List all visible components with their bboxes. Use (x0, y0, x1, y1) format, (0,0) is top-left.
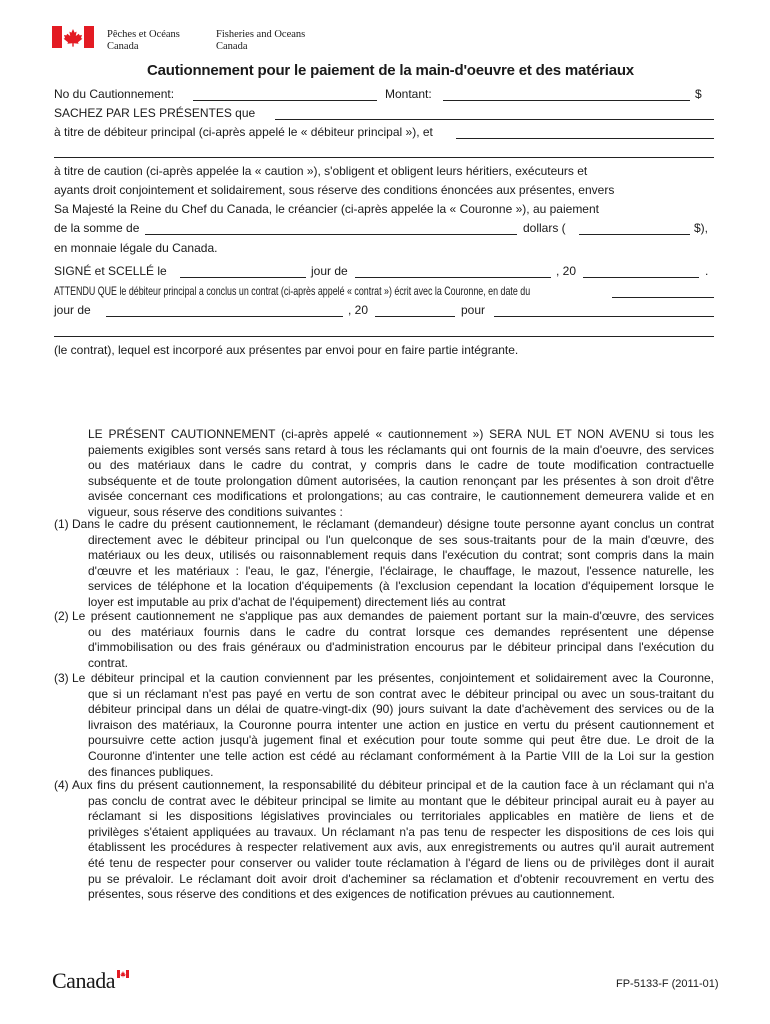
canada-flag-icon (52, 26, 94, 48)
signed-year-field[interactable] (583, 277, 699, 278)
condition-line: que si un réclamant n'est pas payé en vertu de son contrat avec le débiteur principal ou avec un sous-traitant du (88, 686, 714, 701)
condition-line: services de téléphone et la location d'équipements (à l'exclusion cependant la location d'équipement lorsque le (88, 579, 714, 594)
department-name-en-line2: Canada (216, 41, 248, 52)
condition-line: Le présent cautionnement ne s'applique pas aux demandes de paiement portant sur la main-d'œuvre, des services (72, 609, 714, 623)
condition-line: poursuivre cette action jusqu'à jugement final et exécution pour toute somme qui peut être due. Le droit de la (88, 733, 714, 748)
wordmark-flag-icon (117, 970, 129, 978)
department-name-fr-line1: Pêches et Océans (107, 29, 180, 40)
contract-date-field[interactable] (612, 297, 714, 298)
principal-name-field[interactable] (275, 119, 714, 120)
department-name-en-line1: Fisheries and Oceans (216, 29, 306, 40)
surety-name-field[interactable] (456, 138, 714, 139)
amount-field[interactable] (443, 100, 690, 101)
bond-number-label: No du Cautionnement: (54, 87, 175, 101)
condition-line: privilèges s'étaient appliquées au travaux. Un réclamant n'a pas tenu de respecter les dispositions de ces lois qui (88, 824, 714, 839)
legal-tender-text: en monnaie légale du Canada. (54, 241, 218, 255)
condition-line: établissent les procédures à respecter relativement aux avis, aux enregistrements ou autres qu'il aurait autrement (88, 840, 714, 855)
condition-line: loyer est imputable au prix d'achat de l'équipement) directement liés au contrat (88, 595, 506, 609)
condition-line: pas conclu de contrat avec le débiteur principal se limite au montant que le débiteur principal aurait eu à payer au (88, 793, 714, 808)
contract-year-field[interactable] (375, 316, 455, 317)
dollar-sign: $ (695, 87, 702, 101)
department-name-fr-line2: Canada (107, 41, 139, 52)
condition-line: directement avec le débiteur principal ou l'un quelconque de ses sous-traitants pour de la main d'œuvre, des (88, 532, 714, 547)
intro-line: vigueur, sous réserve des conditions suivantes : (88, 504, 343, 519)
signed-day-field[interactable] (180, 277, 306, 278)
condition-line: présentes, sous réserve des conditions et des exigences de notification prévues au cautionnement. (88, 887, 615, 902)
contract-month-field[interactable] (106, 316, 343, 317)
dollars-label: dollars ( (523, 221, 566, 235)
condition-line: des finances publiques. (88, 764, 214, 779)
signed-sealed-label: SIGNÉ et SCELLÉ le (54, 264, 167, 278)
department-name-en (216, 29, 305, 53)
condition-number: (2) (54, 609, 69, 623)
condition-line: matériaux ou les deux, utilisés ou raisonnablement requis dans l'exécution du contrat; sont compris dans la main (88, 548, 714, 563)
canada-wordmark (52, 968, 115, 994)
amount-label: Montant: (385, 87, 432, 101)
sachez-label: SACHEZ PAR LES PRÉSENTES que (54, 106, 256, 120)
condition-line: pu se prévaloir. Le réclamant doit avoir droit d'acheminer sa réclamation et d'obtenir recouvrement en vertu des (88, 871, 714, 886)
bond-number-field[interactable] (193, 100, 377, 101)
condition-number: (1) (54, 517, 69, 531)
signed-year-prefix: , 20 (556, 264, 577, 278)
page-title: Cautionnement pour le paiement de la main-d'oeuvre et des matériaux (147, 62, 634, 79)
sum-words-field[interactable] (145, 234, 517, 235)
condition-line: été tenu de respecter pour conserver ou valider toute réclamation à l'égard de liens ou de privilèges dont il aurait (88, 856, 714, 870)
contract-purpose-field[interactable] (494, 316, 714, 317)
contract-jour-de: jour de (54, 303, 91, 317)
condition-line: contrat. (88, 655, 129, 670)
condition-line: Aux fins du présent cautionnement, la responsabilité du débiteur principal et de la caution face à un réclamant qui n'a (72, 778, 714, 792)
contract-incorporated-text: (le contrat), lequel est incorporé aux présentes par envoi pour en faire partie intégrante. (54, 343, 519, 357)
signed-period: . (705, 264, 709, 278)
intro-line: subséquente et de toute prolongation dûment autorisées, la caution renonçant par les présentes à son droit d'être (88, 473, 714, 488)
condition-line: réclamant si les dispositions législatives provinciales ou territoriales applicables en matière de liens et de (88, 809, 714, 824)
condition-line: d'œuvre et les matériaux : l'eau, le gaz, l'énergie, l'éclairage, le chauffage, le mazout, l'essence naturelle, les (88, 563, 714, 578)
department-name-fr (107, 29, 180, 53)
caution-line-3: Sa Majesté la Reine du Chef du Canada, le créancier (ci-après appelée la « Couronne »), au paiement (54, 202, 599, 216)
caution-line-2: ayants droit conjointement et solidairement, sous réserve des conditions énoncées aux présentes, envers (54, 183, 615, 197)
intro-line: ou des matériaux dans le cadre du contrat, y compris dans le cadre de toute modification contractuelle (88, 458, 714, 472)
debiteur-label: à titre de débiteur principal (ci-après appelé le « débiteur principal »), et (54, 125, 433, 139)
intro-line: LE PRÉSENT CAUTIONNEMENT (ci-après appelé « cautionnement ») SERA NUL ET NON AVENU si tous les (88, 427, 714, 441)
form-number: FP-5133-F (2011-01) (616, 978, 719, 990)
condition-line: Le débiteur principal et la caution conviennent par les présentes, conjointement et solidairement avec la Couronne, (72, 671, 714, 685)
intro-line: paiements exigibles sont versés sans retard à tous les réclamants qui ont fournis de la main d'oeuvre, des services (88, 442, 714, 457)
intro-line: avisée concernant ces modifications et prolongations; au cas contraire, le cautionnement demeurera valide et en (88, 489, 714, 503)
sum-figures-field[interactable] (579, 234, 690, 235)
whereas-text: ATTENDU QUE le débiteur principal a conclus un contrat (ci-après appelé « contrat ») écrit avec la Couronne, en date du (54, 284, 531, 298)
contract-pour-label: pour (461, 303, 486, 317)
caution-line-1: à titre de caution (ci-après appelée la « caution »), s'obligent et obligent leurs héritiers, exécuteurs et (54, 164, 588, 178)
surety-name-field-continued[interactable] (54, 157, 714, 158)
canada-wordmark-text: Canada (52, 968, 115, 993)
intro-paragraph (88, 427, 714, 520)
condition-number: (4) (54, 778, 69, 792)
condition-line: Dans le cadre du présent cautionnement, le réclamant (demandeur) désigne toute personne ayant conclus un contrat (72, 517, 714, 531)
signed-jour-de: jour de (311, 264, 348, 278)
dollars-end: $), (694, 221, 709, 235)
condition-number: (3) (54, 671, 69, 685)
condition-line: débiteur principal dans un délai de quatre-vingt-dix (90) jours suivant la date d'achèvement des services ou de la (88, 702, 714, 717)
condition-line: Couronne d'intenter une telle action est cédé au réclamant conformément à la Partie VIII de la Loi sur la gestion (88, 749, 714, 763)
signed-month-field[interactable] (355, 277, 551, 278)
sum-label: de la somme de (54, 221, 140, 235)
contract-purpose-field-continued[interactable] (54, 336, 714, 337)
condition-line: ou des matériaux fournis dans le cadre du contrat lorsque ces demandes représentent une dépense (88, 624, 714, 639)
condition-line: d'immobilisation ou des frais généraux ou d'administration encourus par le débiteur principal dans l'exécution du (88, 640, 714, 655)
condition-line: livraison des matériaux, la Couronne pourra intenter une action en justice en vertu du présent cautionnement et (88, 717, 714, 732)
contract-year-prefix: , 20 (348, 303, 369, 317)
